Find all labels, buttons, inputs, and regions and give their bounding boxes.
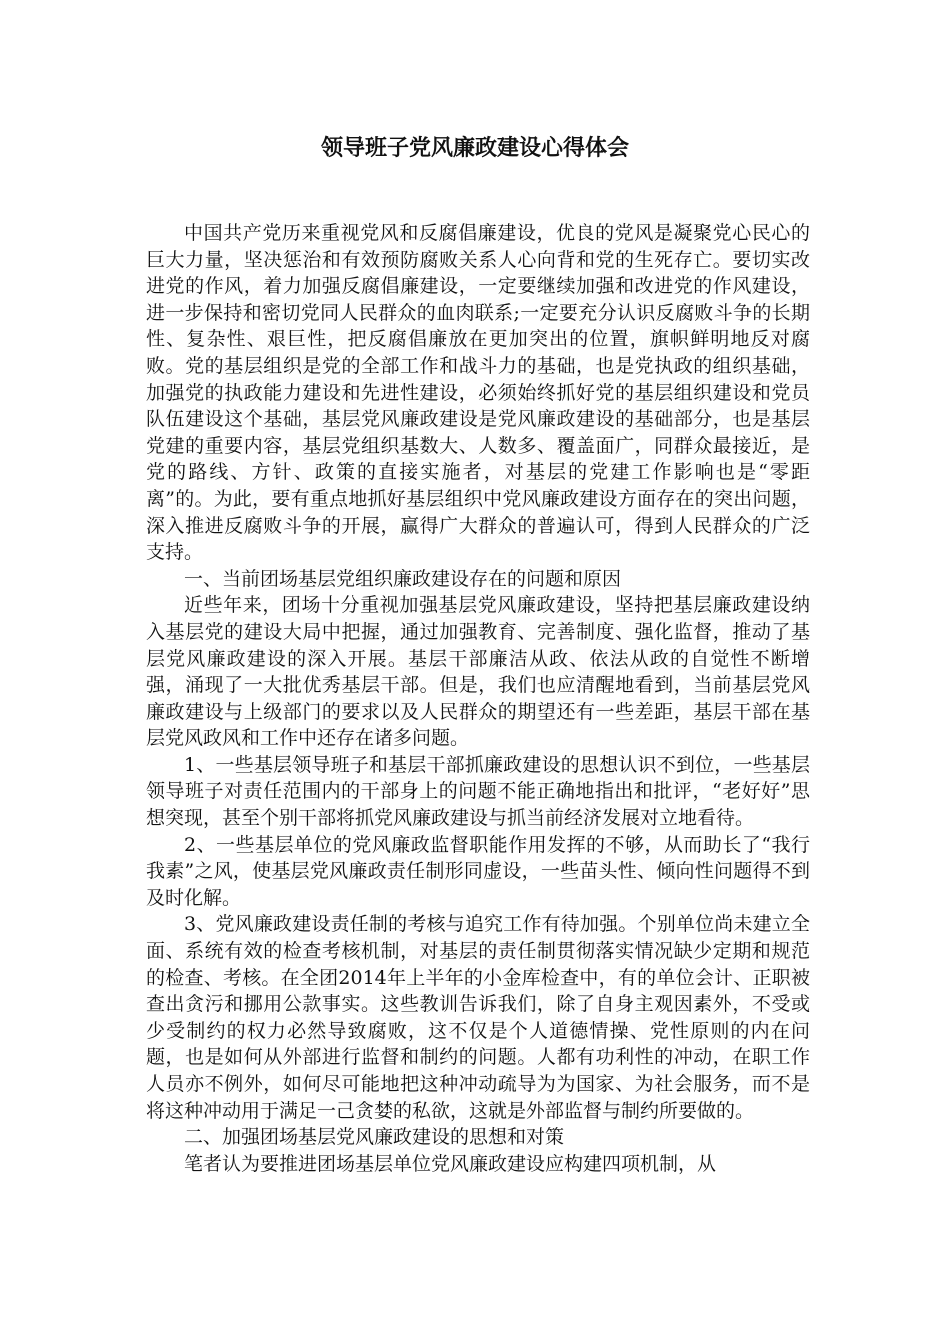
section-heading: 二、加强团场基层党风廉政建设的思想和对策	[184, 1126, 565, 1149]
paragraph: 中国共产党历来重视党风和反腐倡廉建设，优良的党风是凝聚党心民心的巨大力量，坚决惩治和有效预防腐败关系人心向背和党的生死存亡。要切实改进党的作风，着力加强反腐倡廉建设，一定要继续加强和改进党的作风建设，进一步保持和密切党同人民群众的血肉联系;一定要充分认识反腐败斗争的长期性、复杂性、艰巨性，把反腐倡廉放在更加突出的位置，旗帜鲜明地反对腐败。党的基层组织是党的全部工作和战斗力的基础，也是党执政的组织基础，加强党的执政能力建设和先进性建设，必须始终抓好党的基层组织建设和党员队伍建设这个基础，基层党风廉政建设是党风廉政建设的基础部分，也是基层党建的重要内容，基层党组织基数大、人数多、覆盖面广，同群众最接近，是党的路线、方针、政策的直接实施者，对基层的党建工作影响也是“零距离”的。为此，要有重点地抓好基层组织中党风廉政建设方面存在的突出问题，深入推进反腐败斗争的开展，赢得广大群众的普遍认可，得到人民群众的广泛支持。	[146, 222, 810, 564]
paragraph: 近些年来，团场十分重视加强基层党风廉政建设，坚持把基层廉政建设纳入基层党的建设大局中把握，通过加强教育、完善制度、强化监督，推动了基层党风廉政建设的深入开展。基层干部廉洁从政、依法从政的自觉性不断增强，涌现了一大批优秀基层干部。但是，我们也应清醒地看到，当前基层党风廉政建设与上级部门的要求以及人民群众的期望还有一些差距，基层干部在基层党风政风和工作中还存在诸多问题。	[146, 594, 810, 750]
document-body	[146, 220, 810, 1177]
paragraph: 3、党风廉政建设责任制的考核与追究工作有待加强。个别单位尚未建立全面、系统有效的检查考核机制，对基层的责任制贯彻落实情况缺少定期和规范的检查、考核。在全团2014年上半年的小金库检查中，有的单位会计、正职被查出贪污和挪用公款事实。这些教训告诉我们，除了自身主观因素外，不受或少受制约的权力必然导致腐败，这不仅是个人道德情操、党性原则的内在问题，也是如何从外部进行监督和制约的问题。人都有功利性的冲动，在职工作人员亦不例外，如何尽可能地把这种冲动疏导为为国家、为社会服务，而不是将这种冲动用于满足一己贪婪的私欲，这就是外部监督与制约所要做的。	[146, 913, 810, 1122]
paragraph: 2、一些基层单位的党风廉政监督职能作用发挥的不够，从而助长了“我行我素”之风，使基层党风廉政责任制形同虚设，一些苗头性、倾向性问题得不到及时化解。	[146, 833, 810, 909]
paragraph: 1、一些基层领导班子和基层干部抓廉政建设的思想认识不到位，一些基层领导班子对责任范围内的干部身上的问题不能正确地指出和批评，“老好好”思想突现，甚至个别干部将抓党风廉政建设与抓当前经济发展对立地看待。	[146, 753, 810, 830]
section-heading: 一、当前团场基层党组织廉政建设存在的问题和原因	[184, 567, 622, 590]
document-title: 领导班子党风廉政建设心得体会	[320, 135, 629, 161]
paragraph: 笔者认为要推进团场基层单位党风廉政建设应构建四项机制，从	[184, 1152, 717, 1175]
